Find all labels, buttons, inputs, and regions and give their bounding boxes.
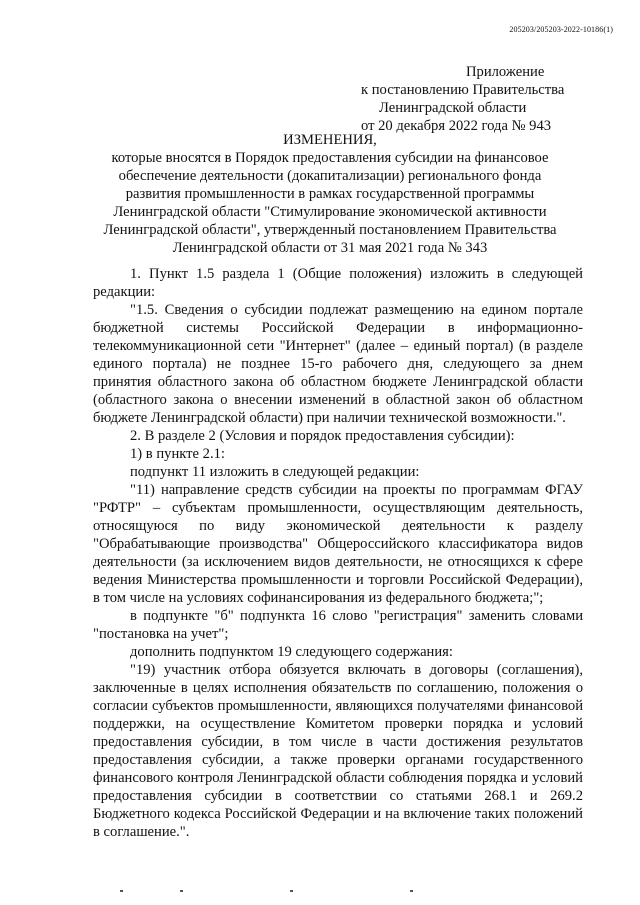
paragraph-6: "11) направление средств субсидии на проекты по программам ФГАУ "РФТР" – субъектам промышленности, осуществляющим деятельность, относящуюся по виду экономической деятельности к разделу "Обрабатывающие производства" Общероссийского классификатора видов деятельности (за исключением видов деятельности, не относящихся к сфере ведения Министерства промышленности и торговли Российской Федерации), в том числе на условиях софинансирования из федерального бюджета;";	[93, 482, 583, 606]
appendix-line-4: от 20 декабря 2022 года № 943	[361, 118, 552, 134]
document-body	[93, 265, 583, 841]
paragraph-9: "19) участник отбора обязуется включать в договоры (соглашения), заключенные в целях исполнения обязательств по соглашению, положения о согласии субъектов промышленности, являющихся получателями финансовой поддержки, на осуществление Комитетом проверки порядка и условий предоставления субсидии, в том числе в части достижения результатов предоставления субсидии, а также проверки органами государственного финансового контроля Ленинградской области соблюдения порядка и условий предоставления субсидии в соответствии со статьями 268.1 и 269.2 Бюджетного кодекса Российской Федерации и на включение таких положений в соглашение.".	[93, 662, 583, 840]
appendix-line-3: Ленинградской области	[379, 100, 527, 116]
heading-line-4: Ленинградской области "Стимулирование экономической активности	[113, 204, 547, 220]
heading-line-6: Ленинградской области от 31 мая 2021 года № 343	[172, 240, 488, 256]
paragraph-1: 1. Пункт 1.5 раздела 1 (Общие положения) изложить в следующей редакции:	[93, 266, 583, 300]
paragraph-4: 1) в пункте 2.1:	[130, 446, 225, 462]
paragraph-8: дополнить подпунктом 19 следующего содержания:	[130, 644, 453, 660]
heading-line-3: развития промышленности в рамках государственной программы	[125, 186, 535, 202]
heading-line-5: Ленинградской области", утвержденный постановлением Правительства	[103, 222, 557, 238]
heading-line-2: обеспечение деятельности (докапитализации) регионального фонда	[118, 168, 542, 184]
paragraph-5: подпункт 11 изложить в следующей редакции:	[130, 464, 420, 480]
paragraph-3: 2. В разделе 2 (Условия и порядок предоставления субсидии):	[130, 428, 515, 444]
paragraph-7: в подпункте "б" подпункта 16 слово "регистрация" заменить словами "постановка на учет";	[93, 608, 583, 642]
heading-title: ИЗМЕНЕНИЯ,	[283, 132, 377, 148]
scan-artifacts	[120, 890, 520, 896]
appendix-line-2: к постановлению Правительства	[361, 82, 565, 98]
document-id: 205203/205203-2022-10186(1)	[509, 25, 613, 34]
appendix-line-1: Приложение	[466, 64, 545, 80]
document-heading	[60, 131, 600, 257]
appendix-block	[361, 63, 621, 135]
paragraph-2: "1.5. Сведения о субсидии подлежат размещению на едином портале бюджетной системы Российской Федерации в информационно-телекоммуникационной сети "Интернет" (далее – единый портал) (в разделе единого портала) не позднее 15-го рабочего дня, следующего за днем принятия областного закона об областном бюджете Ленинградской области (областного закона о внесении изменений в областной закон об областном бюджете Ленинградской области) при наличии технической возможности.".	[93, 302, 583, 426]
heading-line-1: которые вносятся в Порядок предоставления субсидии на финансовое	[111, 150, 549, 166]
